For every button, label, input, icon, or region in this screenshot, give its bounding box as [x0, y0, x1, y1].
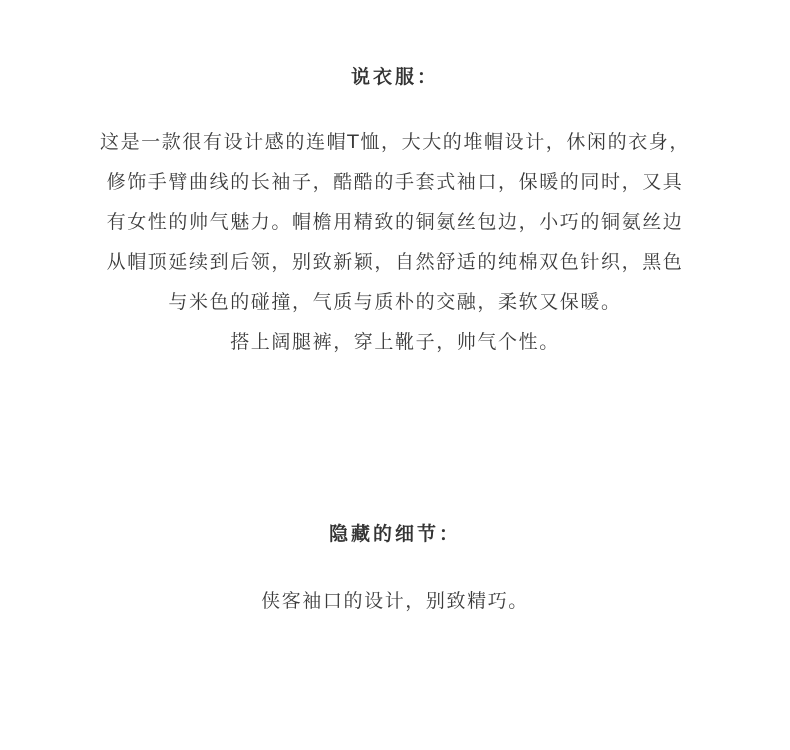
hidden-details-description — [0, 581, 790, 621]
section-heading-hidden-details: 隐藏的细节： — [328, 523, 461, 545]
detail-line: 侠客袖口的设计，别致精巧。 — [261, 590, 529, 612]
description-line: 与米色的碰撞，气质与质朴的交融，柔软又保暖。 — [168, 291, 622, 313]
clothing-description — [0, 122, 790, 362]
description-line: 有女性的帅气魅力。帽檐用精致的铜氨丝包边，小巧的铜氨丝边 — [106, 211, 684, 233]
description-line: 修饰手臂曲线的长袖子，酷酷的手套式袖口，保暖的同时，又具 — [106, 171, 684, 193]
section-heading-clothing: 说衣服： — [350, 66, 439, 88]
description-line: 这是一款很有设计感的连帽T恤，大大的堆帽设计，休闲的衣身， — [99, 131, 690, 153]
description-line: 搭上阔腿裤，穿上靴子，帅气个性。 — [230, 331, 560, 353]
description-line: 从帽顶延续到后领，别致新颖，自然舒适的纯棉双色针织，黑色 — [106, 251, 684, 273]
